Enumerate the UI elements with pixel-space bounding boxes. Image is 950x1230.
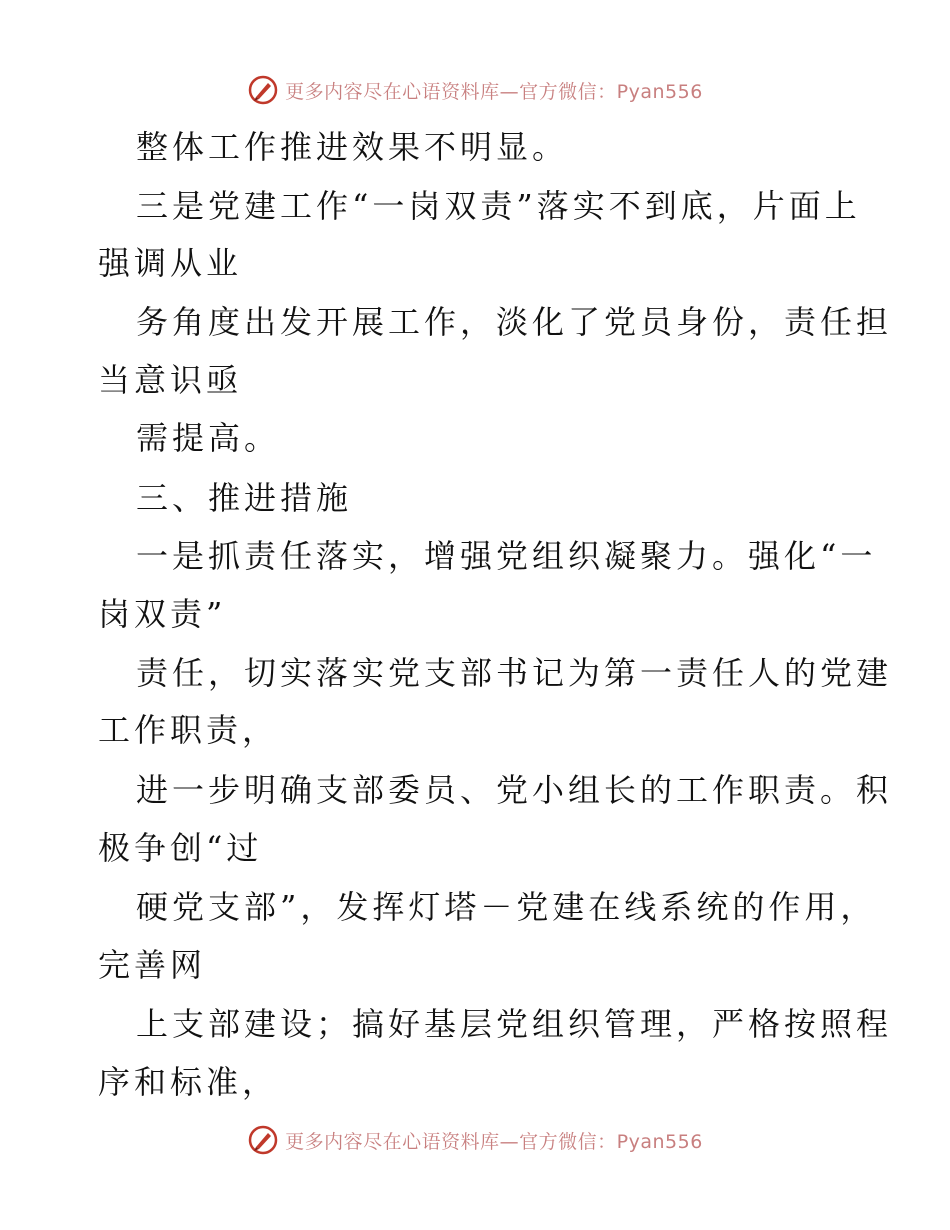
text-line: 务角度出发开展工作，淡化了党员身份，责任担 — [136, 303, 893, 341]
text-line: 工作职责， — [98, 711, 279, 749]
text-line: 责任，切实落实党支部书记为第一责任人的党建 — [136, 654, 893, 692]
section-heading: 三、推进措施 — [136, 479, 353, 517]
text-line: 完善网 — [98, 946, 207, 984]
text-line: 上支部建设；搞好基层党组织管理，严格按照程 — [136, 1005, 893, 1043]
header-watermark — [0, 70, 950, 110]
text-line: 硬党支部”，发挥灯塔－党建在线系统的作用， — [136, 888, 877, 926]
text-line: 一是抓责任落实，增强党组织凝聚力。强化“一 — [136, 537, 877, 575]
watermark-text: 更多内容尽在心语资料库—官方微信：Pyan556 — [285, 1130, 703, 1153]
text-line: 需提高。 — [136, 419, 281, 457]
text-line: 序和标准， — [98, 1063, 279, 1101]
text-line: 岗双责” — [98, 595, 227, 633]
text-line: 当意识亟 — [98, 361, 243, 399]
footer-watermark — [0, 1120, 950, 1160]
text-line: 整体工作推进效果不明显。 — [136, 128, 569, 166]
pen-logo-icon — [247, 74, 279, 106]
watermark-text: 更多内容尽在心语资料库—官方微信：Pyan556 — [285, 80, 703, 103]
pen-logo-icon — [247, 1124, 279, 1156]
text-line: 进一步明确支部委员、党小组长的工作职责。积 — [136, 771, 893, 809]
text-line: 极争创“过 — [98, 829, 263, 867]
text-line: 强调从业 — [98, 244, 243, 282]
text-line: 三是党建工作“一岗双责”落实不到底，片面上 — [136, 187, 861, 225]
